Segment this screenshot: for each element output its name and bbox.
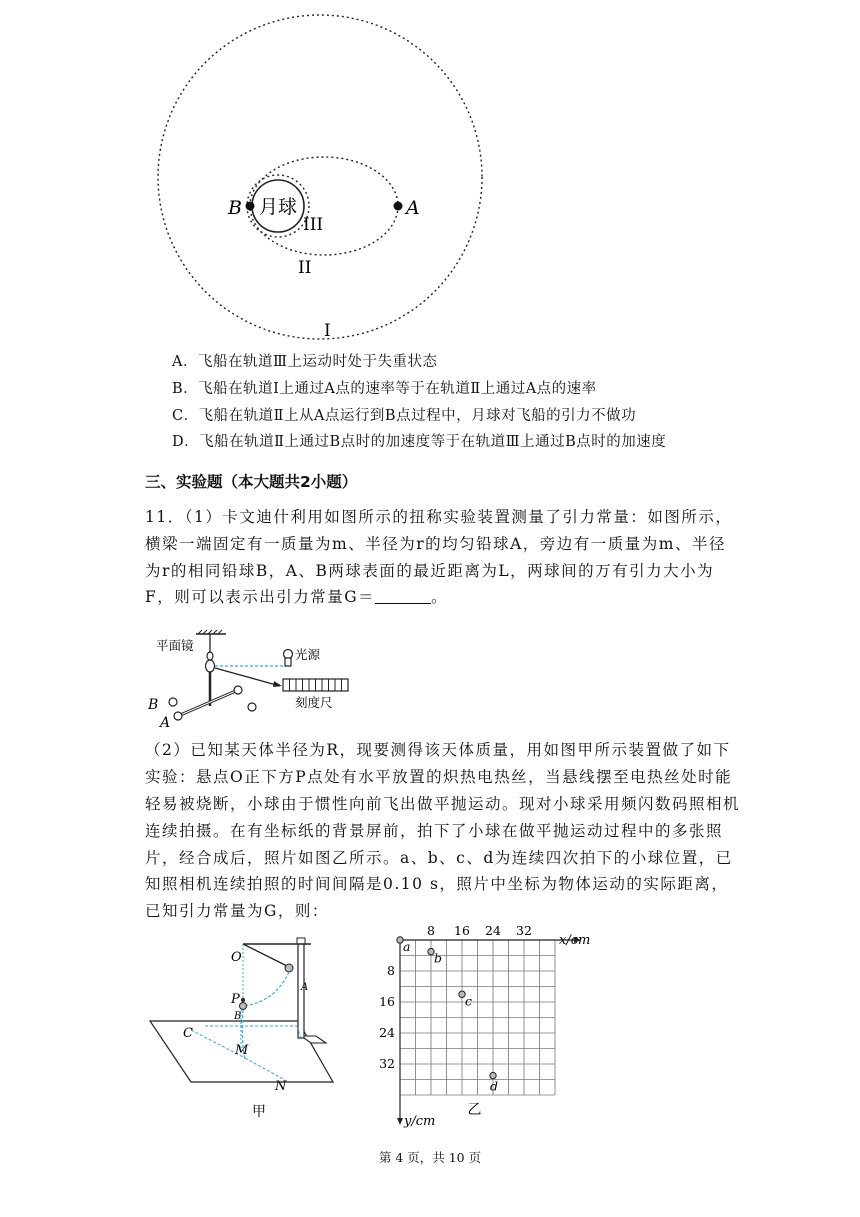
x-tick-labels bbox=[427, 923, 532, 938]
pole-clamp bbox=[297, 938, 305, 944]
ball-a-label: A bbox=[160, 715, 171, 731]
ball-b-position bbox=[240, 1003, 247, 1010]
light-source-base bbox=[285, 658, 291, 666]
floor-line-mn bbox=[245, 1058, 285, 1080]
point-p-dot bbox=[241, 998, 245, 1002]
apparatus-caption: 甲 bbox=[252, 1104, 266, 1120]
q11-part2-line-6: 知照相机连续拍照的时间间隔是0.10 s，照片中坐标为物体运动的实际距离， bbox=[145, 875, 729, 893]
light-source-bulb bbox=[284, 650, 293, 659]
orbit-figure bbox=[150, 22, 490, 344]
answer-blank[interactable] bbox=[375, 589, 431, 604]
orbit-1-circle bbox=[158, 15, 482, 339]
option-b: B．飞船在轨道Ⅰ上通过A点的速率等于在轨道Ⅱ上通过A点的速率 bbox=[172, 381, 597, 397]
q11-part2-line-5: 片，经合成后，照片如图乙所示。a、b、c、d为连续四次拍下的小球位置，已 bbox=[145, 849, 733, 867]
crossbeam-highlight bbox=[178, 690, 238, 716]
orbit-1-label: I bbox=[324, 321, 331, 341]
moon-label: 月球 bbox=[258, 196, 298, 218]
q11-line-3: 为r的相同铅球B，A、B两球表面的最近距离为L，两球间的万有引力大小为 bbox=[145, 562, 715, 580]
apparatus-figure bbox=[145, 930, 345, 1120]
q11-part2-line-1: （2）已知某天体半径为R，现要测得该天体质量，用如图甲所示装置做了如下 bbox=[145, 741, 731, 759]
orbit-3-label: III bbox=[303, 215, 324, 235]
reflected-light-ray bbox=[215, 668, 280, 686]
mirror-small bbox=[207, 652, 213, 660]
stand-base bbox=[301, 1036, 326, 1043]
q11-line-1: 11．（1）卡文迪什利用如图所示的扭称实验装置测量了引力常量：如图所示， bbox=[145, 508, 733, 526]
ball-b-sphere bbox=[169, 698, 177, 706]
orbit-2-label: II bbox=[298, 258, 312, 278]
q11-part2-line-4: 连续拍摄。在有坐标纸的背景屏前，拍下了小球在做平抛运动过程中的多张照 bbox=[145, 822, 724, 840]
y-tick-label: 24 bbox=[379, 1025, 395, 1040]
y-tick-label: 16 bbox=[379, 994, 395, 1009]
q11-line-4 bbox=[145, 585, 745, 607]
page-footer: 第 4 页，共 10 页 bbox=[378, 1150, 482, 1165]
q11-part2-line-7: 已知引力常量为G，则： bbox=[145, 902, 329, 920]
label-o: O bbox=[231, 950, 242, 965]
chart-caption: 乙 bbox=[467, 1102, 482, 1118]
option-c: C．飞船在轨道Ⅱ上从A点运行到B点过程中，月球对飞船的引力不做功 bbox=[172, 408, 637, 424]
point-a-dot bbox=[394, 202, 403, 211]
y-tick-labels bbox=[379, 963, 395, 1071]
label-b: B bbox=[234, 1011, 242, 1022]
x-axis-label: x/cm bbox=[559, 933, 591, 948]
label-n: N bbox=[275, 1079, 287, 1094]
y-tick-label: 8 bbox=[387, 963, 395, 978]
label-m: M bbox=[235, 1043, 249, 1058]
q11-line-4-text: F，则可以表示出引力常量G＝ bbox=[145, 588, 376, 606]
q11-line-2: 横梁一端固定有一质量为m、半径为r的均匀铅球A，旁边有一质量为m、半径 bbox=[145, 535, 727, 553]
label-p: P bbox=[231, 992, 240, 1007]
point-label-a: a bbox=[403, 939, 411, 954]
swing-path bbox=[243, 972, 289, 1006]
x-tick-label: 8 bbox=[427, 923, 435, 938]
option-a: A．飞船在轨道Ⅲ上运动时处于失重状态 bbox=[172, 354, 438, 370]
ball-a-position bbox=[285, 964, 293, 972]
x-tick-label: 16 bbox=[454, 923, 470, 938]
section-heading: 三、实验题（本大题共2小题） bbox=[145, 473, 358, 491]
point-label-d: d bbox=[490, 1078, 499, 1094]
x-tick-label: 24 bbox=[485, 923, 501, 938]
ball-b-label: B bbox=[148, 697, 159, 713]
y-axis-label: y/cm bbox=[404, 1114, 436, 1129]
point-a-label: A bbox=[406, 197, 420, 219]
mirror-label: 平面镜 bbox=[156, 638, 194, 653]
grid-lines bbox=[400, 940, 555, 1095]
y-tick-label: 32 bbox=[379, 1056, 395, 1071]
point-label-c: c bbox=[465, 993, 473, 1009]
x-tick-label: 32 bbox=[516, 923, 532, 938]
point-label-b: b bbox=[434, 950, 443, 966]
label-a: A bbox=[301, 982, 309, 993]
y-axis-arrow bbox=[397, 1118, 403, 1125]
q11-part2-line-2: 实验：悬点O正下方P点处有水平放置的炽热电热丝，当悬线摆至电热丝处时能 bbox=[145, 768, 733, 786]
plane-mirror bbox=[206, 660, 215, 672]
point-b-label: B bbox=[228, 197, 242, 219]
ball-fixed-right bbox=[248, 703, 256, 711]
grid-chart bbox=[370, 920, 591, 1129]
points-layer bbox=[397, 937, 498, 1094]
pendulum-string bbox=[243, 944, 287, 966]
ball-right-end bbox=[234, 686, 242, 694]
scale-label: 刻度尺 bbox=[295, 695, 333, 710]
torsion-balance-figure bbox=[140, 630, 380, 730]
q11-line-4-end: 。 bbox=[431, 588, 449, 606]
option-d: D．飞船在轨道Ⅱ上通过B点时的加速度等于在轨道Ⅲ上通过B点时的加速度 bbox=[172, 434, 667, 450]
q11-part2-line-3: 轻易被烧断，小球由于惯性向前飞出做平抛运动。现对小球采用频闪数码照相机 bbox=[145, 795, 741, 813]
ball-a-sphere bbox=[174, 712, 182, 720]
reflected-ray-arrow bbox=[273, 681, 282, 687]
label-c: C bbox=[183, 1026, 193, 1041]
point-b-dot bbox=[246, 202, 255, 211]
light-source-label: 光源 bbox=[295, 647, 321, 662]
